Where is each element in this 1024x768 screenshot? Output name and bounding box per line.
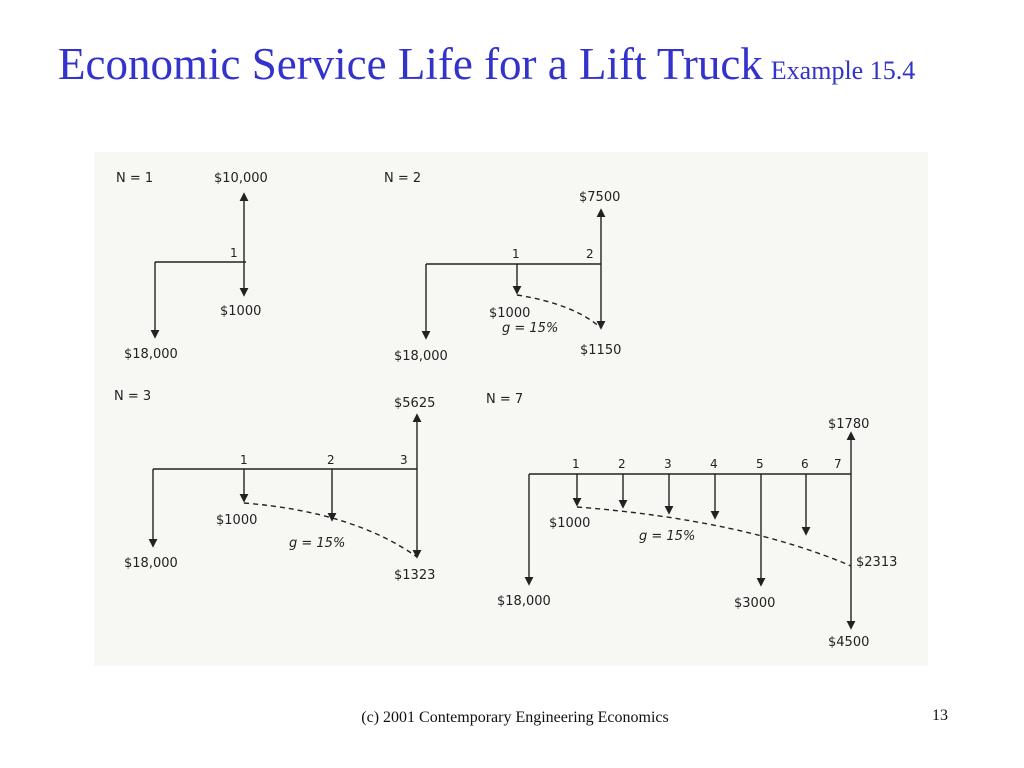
receipt-label: $5625: [394, 396, 436, 411]
diagram-label: N = 1: [116, 171, 154, 186]
period-label: 2: [618, 457, 626, 471]
slide-title: [58, 38, 915, 90]
cost-label: $1323: [394, 568, 436, 583]
receipt-label: $7500: [579, 190, 621, 205]
initial-cost-label: $18,000: [124, 556, 178, 571]
period-label: 3: [400, 453, 408, 467]
cost-label: $1000: [220, 304, 262, 319]
period-label: 1: [572, 457, 580, 471]
cost-label: $1000: [489, 306, 531, 321]
period-label: 5: [756, 457, 764, 471]
diagram-label: N = 2: [384, 171, 422, 186]
title-main: Economic Service Life for a Lift Truck: [58, 39, 763, 89]
period-label: 1: [512, 247, 520, 261]
gradient-label: g = 15%: [639, 529, 696, 544]
cost-label: $1150: [580, 343, 622, 358]
period-label: 2: [327, 453, 335, 467]
period-label: 6: [801, 457, 809, 471]
title-example: Example 15.4: [770, 56, 916, 85]
panel-background: [94, 152, 928, 666]
gradient-label: g = 15%: [289, 536, 346, 551]
cost-label: $3000: [734, 596, 776, 611]
receipt-label: $1780: [828, 417, 870, 432]
cost-label: $2313: [856, 555, 898, 570]
footer-copyright: (c) 2001 Contemporary Engineering Economics: [361, 709, 669, 726]
period-label: 2: [586, 247, 594, 261]
initial-cost-label: $18,000: [124, 347, 178, 362]
cost-label: $4500: [828, 635, 870, 650]
diagram-label: N = 7: [486, 392, 524, 407]
diagram-label: N = 3: [114, 389, 152, 404]
cost-label: $1000: [549, 516, 591, 531]
period-label: 3: [664, 457, 672, 471]
period-label: 7: [834, 457, 842, 471]
initial-cost-label: $18,000: [497, 594, 551, 609]
cash-flow-diagram-panel: [94, 152, 928, 666]
gradient-label: g = 15%: [502, 321, 559, 336]
cost-label: $1000: [216, 513, 258, 528]
period-label: 1: [240, 453, 248, 467]
receipt-label: $10,000: [214, 171, 268, 186]
slide-number: 13: [932, 707, 948, 724]
period-label: 4: [710, 457, 718, 471]
period-label: 1: [230, 246, 238, 260]
initial-cost-label: $18,000: [394, 349, 448, 364]
